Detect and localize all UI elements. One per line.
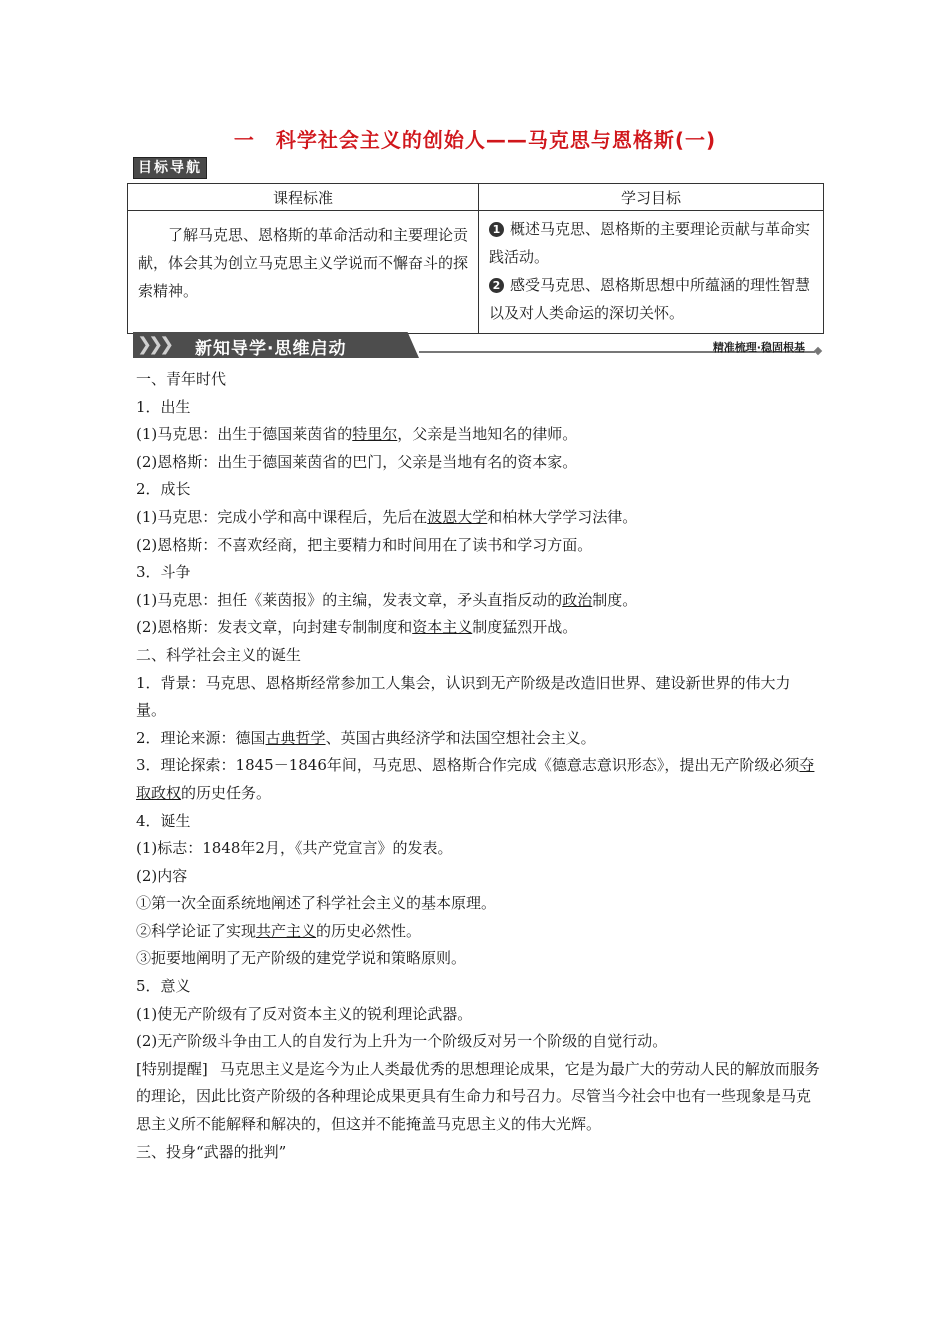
course-standard-text: 了解马克思、恩格斯的革命活动和主要理论贡献，体会其为创立马克思主义学说而不懈奋斗的探索精神。 xyxy=(138,226,469,300)
goals-table-row xyxy=(128,211,824,334)
course-standard-cell xyxy=(128,211,479,334)
section-heading: 一、青年时代 xyxy=(136,370,227,388)
header-learning-objectives: 学习目标 xyxy=(479,184,824,211)
subsection-heading: 2．成长 xyxy=(136,480,191,499)
text-span: 、英国古典经济学和法国空想社会主义。 xyxy=(325,728,596,747)
paragraph xyxy=(136,725,820,753)
text-span: ，父亲是当地知名的律师。 xyxy=(397,425,578,444)
underlined-answer: 特里尔 xyxy=(352,425,398,444)
paragraph: (1)标志：1848年2月，《共产党宣言》的发表。 xyxy=(136,839,453,858)
paragraph xyxy=(136,614,820,642)
number-badge-icon: 2 xyxy=(489,278,504,293)
paragraph: (1)使无产阶级有了反对资本主义的锐利理论武器。 xyxy=(136,1004,473,1023)
subsection-heading: 1．出生 xyxy=(136,397,191,416)
section-tag: 目标导航 xyxy=(133,157,207,179)
underlined-answer: 共产主义 xyxy=(256,921,317,940)
paragraph xyxy=(136,504,820,532)
subsection-heading: 4．诞生 xyxy=(136,811,191,830)
objective-text: 概述马克思、恩格斯的主要理论贡献与革命实践活动。 xyxy=(489,220,811,266)
goals-table xyxy=(127,183,824,334)
underlined-answer: 资本主义 xyxy=(412,618,473,637)
text-span: 和柏林大学学习法律。 xyxy=(487,507,638,526)
paragraph: 1．背景：马克思、恩格斯经常参加工人集会，认识到无产阶级是改造旧世界、建设新世界的伟大力量。 xyxy=(136,673,791,720)
text-span: (1)马克思：完成小学和高中课程后，先后在 xyxy=(136,507,428,526)
banner-subtitle: 精准梳理·稳固根基 xyxy=(712,341,805,354)
text-span: (1)马克思：出生于德国莱茵省的 xyxy=(136,425,353,444)
text-span: 制度猛烈开战。 xyxy=(472,618,578,637)
content-body xyxy=(136,366,820,1166)
number-badge-icon: 1 xyxy=(489,222,504,237)
paragraph xyxy=(136,587,820,615)
double-chevron-icon: ❯❯❯ xyxy=(137,334,171,355)
list-item xyxy=(136,918,820,946)
diamond-icon xyxy=(814,347,822,355)
text-span: 2．理论来源：德国 xyxy=(136,728,266,747)
paragraph xyxy=(136,421,820,449)
text-span: 的历史任务。 xyxy=(181,783,272,802)
subsection-heading: 3．斗争 xyxy=(136,563,191,582)
paragraph: (2)无产阶级斗争由工人的自发行为上升为一个阶级反对另一个阶级的自觉行动。 xyxy=(136,1032,668,1051)
objective-item xyxy=(489,215,815,271)
note-label: [特别提醒] xyxy=(136,1059,208,1078)
page-title: 一 科学社会主义的创始人——马克思与恩格斯(一) xyxy=(233,128,717,152)
text-span: 的历史必然性。 xyxy=(316,921,422,940)
header-course-standard: 课程标准 xyxy=(128,184,479,211)
list-item: ③扼要地阐明了无产阶级的建党学说和策略原则。 xyxy=(136,949,467,968)
section-banner xyxy=(133,332,821,358)
goals-table-header xyxy=(128,184,824,211)
text-span: ②科学论证了实现 xyxy=(136,921,257,940)
note-text: 马克思主义是迄今为止人类最优秀的思想理论成果，它是为最广大的劳动人民的解放而服务的理论，因此比资产阶级的各种理论成果更具有生命力和号召力。尽管当今社会中也有一些现象是马克思主义所不能解释和解决的，但这并不能掩盖马克思主义的伟大光辉。 xyxy=(136,1059,820,1134)
section-heading: 二、科学社会主义的诞生 xyxy=(136,645,302,664)
subsection-heading: 5．意义 xyxy=(136,977,191,996)
paragraph: (2)内容 xyxy=(136,866,188,885)
objective-item xyxy=(489,271,815,327)
paragraph xyxy=(136,752,820,807)
paragraph: (2)恩格斯：出生于德国莱茵省的巴门，父亲是当地有名的资本家。 xyxy=(136,452,578,471)
special-note xyxy=(136,1056,820,1139)
text-span: (2)恩格斯：发表文章，向封建专制制度和 xyxy=(136,618,413,637)
section-heading: 三、投身“武器的批判” xyxy=(136,1142,287,1161)
banner-title: 新知导学·思维启动 xyxy=(195,339,347,359)
text-span: 制度。 xyxy=(592,590,638,609)
underlined-answer: 夺取政权 xyxy=(136,756,815,802)
list-item: ①第一次全面系统地阐述了科学社会主义的基本原理。 xyxy=(136,894,497,913)
objective-text: 感受马克思、恩格斯思想中所蕴涵的理性智慧以及对人类命运的深切关怀。 xyxy=(489,276,811,322)
paragraph: (2)恩格斯：不喜欢经商，把主要精力和时间用在了读书和学习方面。 xyxy=(136,535,593,554)
underlined-answer: 政治 xyxy=(562,590,593,609)
text-span: (1)马克思：担任《莱茵报》的主编，发表文章，矛头直指反动的 xyxy=(136,590,563,609)
underlined-answer: 古典哲学 xyxy=(265,728,326,747)
underlined-answer: 波恩大学 xyxy=(427,507,488,526)
learning-objectives-cell xyxy=(479,211,824,334)
text-span: 3．理论探索：1845－1846年间，马克思、恩格斯合作完成《德意志意识形态》，提出无产阶级必须 xyxy=(136,756,800,775)
